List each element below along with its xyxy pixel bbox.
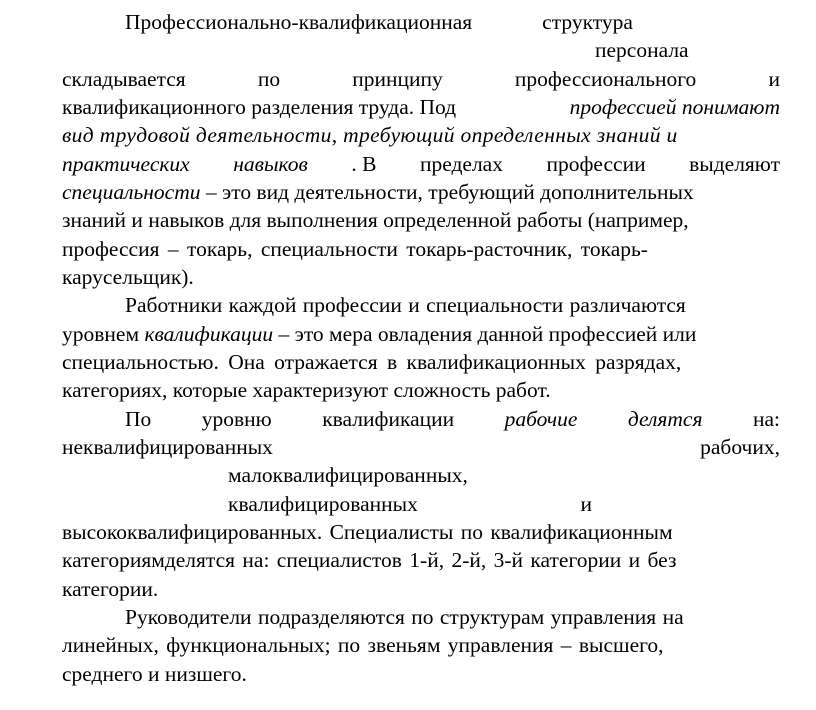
p2-line-3 [62,348,780,377]
italic-term-qualification: квалификации [144,322,274,346]
text-segment: Руководители подразделяются по структурам управления на [125,605,684,629]
italic-definition: вид трудовой деятельности, требующий определенных знаний и [62,123,678,147]
p3-line-4 [228,490,592,519]
text-segment: специальностью. Она отражается в квалификационных разрядах, [62,350,682,374]
word: принципу [352,67,443,91]
text-segment: знаний и навыков для выполнения определенной работы (например, [62,208,689,232]
text-segment: высококвалифицированных. Специалисты по квалификационным [62,520,673,544]
p1-line-3 [62,65,780,94]
text-segment: среднего и низшего. [62,662,247,686]
text-segment: категориямделятся на: специалистов 1-й, 2-й, 3-й категории и без [62,548,677,572]
p1-line-6 [62,150,780,179]
heading-left: Профессионально-квалификационная [125,10,473,34]
text-segment: профессия – токарь, специальности токарь-расточник, токарь- [62,237,648,261]
word: складывается [62,67,186,91]
p1-line-2 [595,36,715,65]
p1-line-8 [62,206,780,235]
text-segment: линейных, функциональных; по звеньям управления – высшего, [62,633,664,657]
text-segment: уровнем [62,322,145,346]
text-segment: Работники каждой профессии и специальности различаются [125,293,686,317]
italic-term-profession: профессией понимают [569,95,780,119]
text-segment: квалификационного разделения труда. Под [62,95,457,119]
word: навыков [233,152,308,176]
p1-line-1 [125,8,715,37]
p3-line-3 [228,461,528,490]
italic-word: рабочие [504,407,578,431]
p2-line-1 [125,291,780,320]
word: по [257,67,281,91]
word: пределах [419,152,503,176]
p3-line-6 [62,546,780,575]
text-segment: – это мера овладения данной профессией или [273,322,697,346]
p2-line-2 [62,320,780,349]
text-segment: категории. [62,577,159,601]
heading-cont: персонала [595,38,689,62]
italic-word: делятся [627,407,703,431]
word: рабочих, [700,435,780,459]
word: на: [752,407,780,431]
p4-line-2 [62,631,780,660]
p4-line-1 [125,603,780,632]
word: квалифицированных [228,492,418,516]
p3-line-5 [62,518,780,547]
p3-line-7 [62,575,780,604]
word: уровню [201,407,272,431]
word: По [125,407,152,431]
p3-line-1 [125,405,780,434]
word: неквалифицированных [62,435,273,459]
word: выделяют [689,152,780,176]
word: . В [351,152,377,176]
p1-line-7 [62,178,780,207]
word: и [580,492,592,516]
word: квалификации [322,407,455,431]
word: и [768,67,780,91]
p4-line-3 [62,660,780,689]
text-segment: категориях, которые характеризуют сложность работ. [62,378,551,402]
p1-line-10 [62,263,780,292]
p1-line-4 [62,93,780,122]
text-segment: карусельщик). [62,265,194,289]
word: профессии [546,152,646,176]
p1-line-9 [62,235,780,264]
text-segment: – это вид деятельности, требующий дополнительных [200,180,694,204]
p1-line-5 [62,121,780,150]
word: профессионального [514,67,697,91]
p2-line-4 [62,376,780,405]
word: малоквалифицированных, [228,463,468,487]
italic-term-specialty: специальности [62,180,201,204]
word: практических [62,152,190,176]
heading-right: структура [542,10,633,34]
p3-line-2 [62,433,780,462]
